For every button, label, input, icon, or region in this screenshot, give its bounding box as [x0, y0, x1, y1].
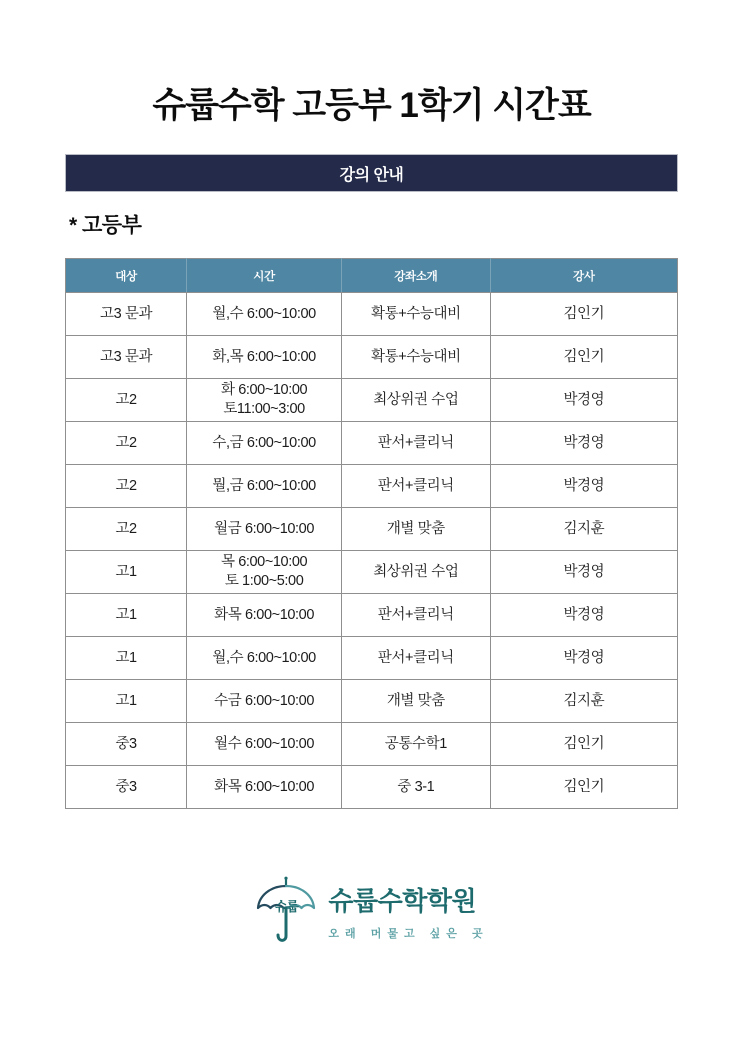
cell-course: 개별 맞춤	[342, 680, 491, 723]
cell-course: 판서+클리닉	[342, 422, 491, 465]
cell-target: 고1	[66, 680, 187, 723]
cell-time: 월,수 6:00~10:00	[187, 637, 342, 680]
cell-teacher: 김인기	[490, 723, 677, 766]
schedule-table-body	[66, 293, 678, 809]
cell-target: 고1	[66, 551, 187, 594]
cell-time: 화목 6:00~10:00	[187, 766, 342, 809]
cell-course: 확통+수능대비	[342, 293, 491, 336]
cell-target: 고3 문과	[66, 336, 187, 379]
cell-course: 공통수학1	[342, 723, 491, 766]
cell-time: 월수 6:00~10:00	[187, 723, 342, 766]
cell-target: 중3	[66, 723, 187, 766]
table-row	[66, 293, 678, 336]
schedule-table	[65, 258, 678, 809]
cell-teacher: 김인기	[490, 766, 677, 809]
cell-time: 목 6:00~10:00 토 1:00~5:00	[187, 551, 342, 594]
cell-target: 고1	[66, 594, 187, 637]
academy-logo	[0, 872, 743, 950]
header-row	[66, 259, 678, 293]
cell-teacher: 김지훈	[490, 508, 677, 551]
umbrella-icon	[254, 872, 318, 950]
cell-course: 최상위권 수업	[342, 379, 491, 422]
column-header-course: 강좌소개	[342, 259, 491, 293]
cell-course: 최상위권 수업	[342, 551, 491, 594]
academy-name: 슈룹수학학원	[328, 886, 477, 916]
cell-course: 중 3-1	[342, 766, 491, 809]
column-header-teacher: 강사	[490, 259, 677, 293]
content-column	[65, 154, 678, 809]
cell-target: 고3 문과	[66, 293, 187, 336]
table-row	[66, 551, 678, 594]
cell-teacher: 김지훈	[490, 680, 677, 723]
column-header-target: 대상	[66, 259, 187, 293]
cell-target: 고2	[66, 465, 187, 508]
cell-teacher: 김인기	[490, 293, 677, 336]
cell-time: 수금 6:00~10:00	[187, 680, 342, 723]
cell-teacher: 박경영	[490, 551, 677, 594]
cell-course: 개별 맞춤	[342, 508, 491, 551]
cell-time: 뭘,금 6:00~10:00	[187, 465, 342, 508]
academy-tagline: 오래 머물고 싶은 곳	[328, 928, 489, 940]
cell-time: 월,수 6:00~10:00	[187, 293, 342, 336]
table-row	[66, 594, 678, 637]
cell-time: 화,목 6:00~10:00	[187, 336, 342, 379]
table-row	[66, 379, 678, 422]
table-row	[66, 723, 678, 766]
cell-target: 고1	[66, 637, 187, 680]
cell-course: 판서+클리닉	[342, 465, 491, 508]
cell-teacher: 박경영	[490, 379, 677, 422]
table-row	[66, 508, 678, 551]
cell-time: 수,금 6:00~10:00	[187, 422, 342, 465]
lecture-info-banner-label: 강의 안내	[339, 166, 404, 184]
section-heading-high-school: * 고등부	[69, 214, 142, 237]
page-title: 슈룹수학 고등부 1학기 시간표	[152, 86, 591, 125]
cell-time: 월금 6:00~10:00	[187, 508, 342, 551]
cell-teacher: 김인기	[490, 336, 677, 379]
schedule-table-header	[66, 259, 678, 293]
cell-course: 판서+클리닉	[342, 637, 491, 680]
table-row	[66, 465, 678, 508]
table-row	[66, 336, 678, 379]
table-row	[66, 422, 678, 465]
cell-course: 확통+수능대비	[342, 336, 491, 379]
table-row	[66, 680, 678, 723]
cell-course: 판서+클리닉	[342, 594, 491, 637]
cell-teacher: 박경영	[490, 465, 677, 508]
cell-target: 고2	[66, 422, 187, 465]
column-header-time: 시간	[187, 259, 342, 293]
cell-target: 중3	[66, 766, 187, 809]
cell-target: 고2	[66, 508, 187, 551]
cell-teacher: 박경영	[490, 422, 677, 465]
table-row	[66, 766, 678, 809]
logo-text-block	[328, 881, 488, 941]
cell-teacher: 박경영	[490, 594, 677, 637]
cell-time: 화 6:00~10:00 토11:00~3:00	[187, 379, 342, 422]
table-row	[66, 637, 678, 680]
cell-teacher: 박경영	[490, 637, 677, 680]
cell-time: 화목 6:00~10:00	[187, 594, 342, 637]
umbrella-icon-label: 슈룹	[274, 899, 298, 914]
cell-target: 고2	[66, 379, 187, 422]
lecture-info-banner	[65, 154, 678, 192]
